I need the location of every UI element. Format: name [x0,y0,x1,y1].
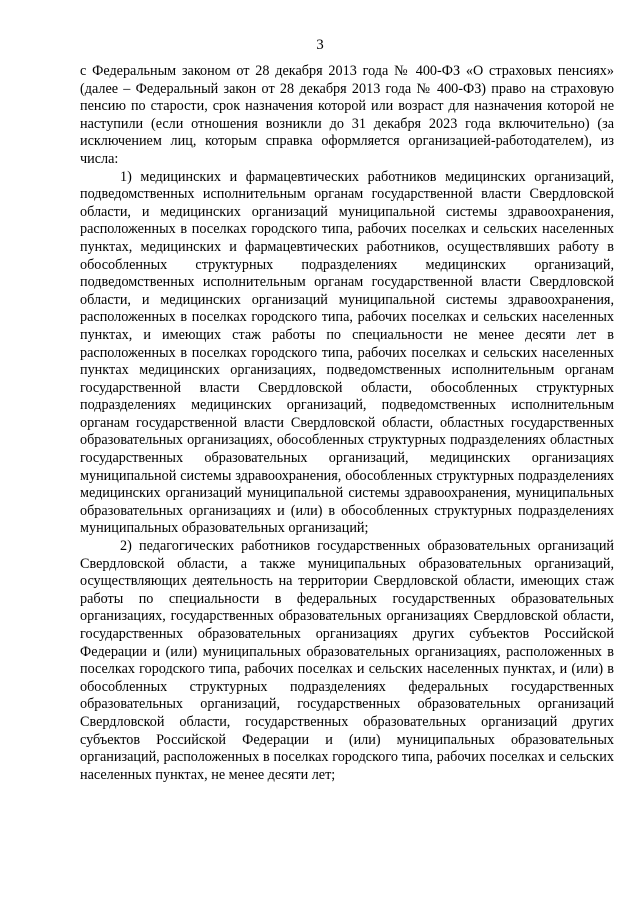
list-item-1-medical-workers: 1) медицинских и фармацевтических работников медицинских организаций, подведомственных исполнительным органам государственной власти Свердловской области, и медицинских организаций муниципальной системы здравоохранения, расположенных в поселках городского типа, рабочих поселках и сельских населенных пунктах, медицинских и фармацевтических работников, осуществлявших работу в обособленных структурных подразделениях медицинских организаций, подведомственных исполнительным органам государственной власти Свердловской области, и медицинских организаций муниципальной системы здравоохранения, расположенных в поселках городского типа, рабочих поселках и сельских населенных пунктах, и имеющих стаж работы по специальности не менее десяти лет в расположенных в поселках городского типа, рабочих поселках и сельских населенных пунктах медицинских организациях, подведомственных исполнительным органам государственной власти Свердловской области, обособленных структурных подразделениях медицинских организаций, подведомственных исполнительным органам государственной власти Свердловской области, областных государственных образовательных организациях, обособленных структурных подразделениях областных государственных образовательных организаций, медицинских организациях муниципальной системы здравоохранения, обособленных структурных подразделениях медицинских организаций муниципальной системы здравоохранения, муниципальных образовательных организациях и (или) в обособленных структурных подразделениях муниципальных образовательных организаций; [80,168,614,537]
document-body [80,63,614,784]
page-number: 3 [316,37,324,53]
intro-paragraph: с Федеральным законом от 28 декабря 2013 года № 400-ФЗ «О страховых пенсиях» (далее – Федеральный закон от 28 декабря 2013 года № 400-ФЗ) право на страховую пенсию по старости, срок назначения которой или возраст для назначения которой не наступили (если отношения возникли до 31 декабря 2023 года включительно) (за исключением лиц, которым справка оформляется организацией-работодателем), из числа: [80,63,614,167]
list-item-2-pedagogical-workers: 2) педагогических работников государственных образовательных организаций Свердловской области, а также муниципальных образовательных организаций, осуществляющих деятельность на территории Свердловской области, имеющих стаж работы по специальности в федеральных государственных образовательных организациях, государственных образовательных организациях Свердловской области, государственных образовательных организациях других субъектов Российской Федерации и (или) муниципальных образовательных организациях, расположенных в поселках городского типа, рабочих поселках и сельских населенных пунктах, и (или) в обособленных структурных подразделениях федеральных государственных образовательных организаций, государственных образовательных организаций Свердловской области, государственных образовательных организаций других субъектов Российской Федерации и (или) муниципальных образовательных организаций, расположенных в поселках городского типа, рабочих поселках и сельских населенных пунктах, не менее десяти лет; [80,538,614,783]
